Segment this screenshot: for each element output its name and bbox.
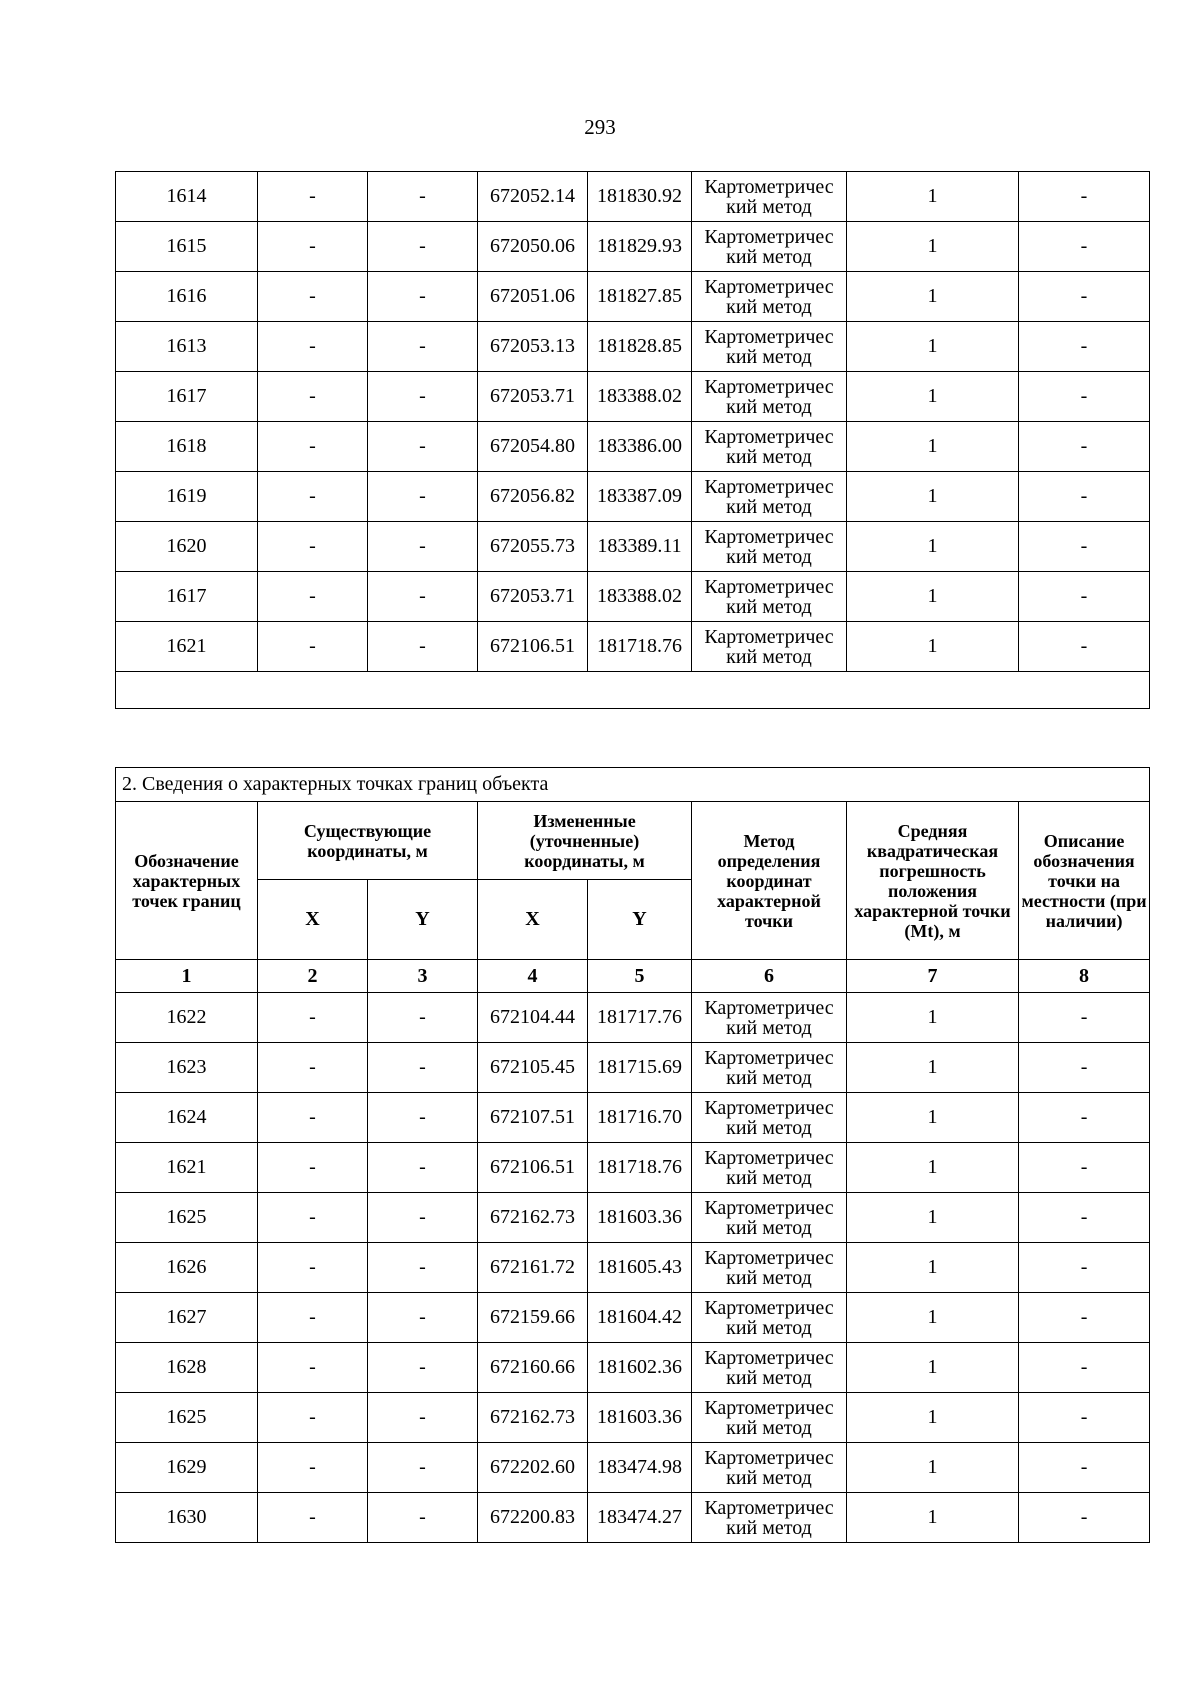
cell-existing-y: -	[368, 572, 478, 622]
header-existing-y: Y	[368, 880, 478, 960]
cell-x: 672107.51	[478, 1093, 588, 1143]
table-row	[116, 1093, 1150, 1143]
cell-point: 1628	[116, 1343, 258, 1393]
cell-existing-y: -	[368, 1193, 478, 1243]
cell-existing-y: -	[368, 622, 478, 672]
header-description: Описание обозначения точки на местности (при наличии)	[1019, 802, 1150, 960]
cell-description: -	[1019, 422, 1150, 472]
column-number: 4	[478, 960, 588, 993]
column-number: 3	[368, 960, 478, 993]
cell-method: Картометричес кий метод	[692, 222, 847, 272]
cell-point: 1615	[116, 222, 258, 272]
cell-y: 183388.02	[588, 372, 692, 422]
cell-description: -	[1019, 1143, 1150, 1193]
cell-method: Картометричес кий метод	[692, 372, 847, 422]
cell-description: -	[1019, 572, 1150, 622]
cell-point: 1627	[116, 1293, 258, 1343]
cell-y: 181715.69	[588, 1043, 692, 1093]
cell-description: -	[1019, 372, 1150, 422]
table2-body	[116, 993, 1150, 1543]
cell-method: Картометричес кий метод	[692, 1293, 847, 1343]
cell-description: -	[1019, 1343, 1150, 1393]
cell-existing-x: -	[258, 1243, 368, 1293]
cell-x: 672104.44	[478, 993, 588, 1043]
cell-description: -	[1019, 222, 1150, 272]
cell-y: 181605.43	[588, 1243, 692, 1293]
table-row	[116, 222, 1150, 272]
cell-point: 1617	[116, 572, 258, 622]
table-row	[116, 522, 1150, 572]
cell-mean-error: 1	[847, 1393, 1019, 1443]
cell-x: 672056.82	[478, 472, 588, 522]
cell-x: 672160.66	[478, 1343, 588, 1393]
cell-point: 1625	[116, 1193, 258, 1243]
cell-point: 1620	[116, 522, 258, 572]
header-designation: Обозначение характерных точек границ	[116, 802, 258, 960]
cell-mean-error: 1	[847, 522, 1019, 572]
cell-x: 672053.71	[478, 572, 588, 622]
cell-method: Картометричес кий метод	[692, 1043, 847, 1093]
cell-description: -	[1019, 322, 1150, 372]
cell-mean-error: 1	[847, 172, 1019, 222]
cell-y: 181604.42	[588, 1293, 692, 1343]
coordinates-table-continued	[115, 171, 1150, 709]
cell-method: Картометричес кий метод	[692, 322, 847, 372]
cell-x: 672055.73	[478, 522, 588, 572]
cell-mean-error: 1	[847, 1343, 1019, 1393]
cell-method: Картометричес кий метод	[692, 422, 847, 472]
cell-existing-y: -	[368, 993, 478, 1043]
cell-method: Картометричес кий метод	[692, 272, 847, 322]
cell-existing-y: -	[368, 272, 478, 322]
cell-y: 183387.09	[588, 472, 692, 522]
cell-y: 181718.76	[588, 1143, 692, 1193]
column-number: 7	[847, 960, 1019, 993]
column-number: 5	[588, 960, 692, 993]
cell-description: -	[1019, 522, 1150, 572]
cell-description: -	[1019, 1443, 1150, 1493]
cell-existing-y: -	[368, 222, 478, 272]
table1-body	[116, 172, 1150, 709]
cell-existing-x: -	[258, 1343, 368, 1393]
cell-description: -	[1019, 993, 1150, 1043]
cell-point: 1625	[116, 1393, 258, 1443]
cell-existing-x: -	[258, 572, 368, 622]
header-mean-error: Средняя квадратическая погрешность положения характерной точки (Mt), м	[847, 802, 1019, 960]
column-number: 2	[258, 960, 368, 993]
table-row	[116, 1293, 1150, 1343]
cell-description: -	[1019, 472, 1150, 522]
boundary-points-table	[115, 767, 1150, 1543]
section-caption: 2. Сведения о характерных точках границ объекта	[116, 768, 1150, 802]
cell-x: 672162.73	[478, 1393, 588, 1443]
table-row	[116, 1393, 1150, 1443]
cell-description: -	[1019, 1043, 1150, 1093]
cell-method: Картометричес кий метод	[692, 1143, 847, 1193]
cell-y: 183389.11	[588, 522, 692, 572]
cell-description: -	[1019, 1193, 1150, 1243]
cell-y: 181829.93	[588, 222, 692, 272]
cell-existing-y: -	[368, 1243, 478, 1293]
cell-mean-error: 1	[847, 1443, 1019, 1493]
cell-y: 181717.76	[588, 993, 692, 1043]
cell-point: 1618	[116, 422, 258, 472]
table-row	[116, 572, 1150, 622]
table-row	[116, 422, 1150, 472]
cell-method: Картометричес кий метод	[692, 1343, 847, 1393]
cell-existing-y: -	[368, 1293, 478, 1343]
cell-y: 181603.36	[588, 1193, 692, 1243]
cell-existing-x: -	[258, 1193, 368, 1243]
cell-existing-y: -	[368, 1143, 478, 1193]
cell-y: 181718.76	[588, 622, 692, 672]
cell-existing-x: -	[258, 172, 368, 222]
table-row	[116, 1343, 1150, 1393]
cell-y: 181830.92	[588, 172, 692, 222]
cell-description: -	[1019, 272, 1150, 322]
cell-existing-x: -	[258, 522, 368, 572]
cell-existing-x: -	[258, 372, 368, 422]
cell-x: 672202.60	[478, 1443, 588, 1493]
cell-method: Картометричес кий метод	[692, 1393, 847, 1443]
cell-mean-error: 1	[847, 1143, 1019, 1193]
cell-y: 183386.00	[588, 422, 692, 472]
table-row	[116, 272, 1150, 322]
cell-point: 1621	[116, 622, 258, 672]
cell-x: 672106.51	[478, 622, 588, 672]
cell-point: 1619	[116, 472, 258, 522]
cell-description: -	[1019, 622, 1150, 672]
cell-y: 183388.02	[588, 572, 692, 622]
cell-description: -	[1019, 172, 1150, 222]
header-changed-coordinates: Измененные (уточненные) координаты, м	[478, 802, 692, 880]
header-existing-coordinates: Существующие координаты, м	[258, 802, 478, 880]
cell-mean-error: 1	[847, 322, 1019, 372]
cell-point: 1626	[116, 1243, 258, 1293]
cell-x: 672053.71	[478, 372, 588, 422]
cell-existing-x: -	[258, 1143, 368, 1193]
cell-x: 672161.72	[478, 1243, 588, 1293]
cell-mean-error: 1	[847, 472, 1019, 522]
cell-mean-error: 1	[847, 372, 1019, 422]
cell-mean-error: 1	[847, 1493, 1019, 1543]
cell-existing-y: -	[368, 1343, 478, 1393]
cell-existing-y: -	[368, 1393, 478, 1443]
cell-existing-y: -	[368, 522, 478, 572]
cell-description: -	[1019, 1393, 1150, 1443]
cell-existing-x: -	[258, 1093, 368, 1143]
cell-existing-x: -	[258, 622, 368, 672]
table-row	[116, 1443, 1150, 1493]
cell-description: -	[1019, 1243, 1150, 1293]
header-method: Метод определения координат характерной точки	[692, 802, 847, 960]
cell-mean-error: 1	[847, 422, 1019, 472]
cell-method: Картометричес кий метод	[692, 522, 847, 572]
cell-mean-error: 1	[847, 993, 1019, 1043]
empty-cell	[116, 672, 1150, 709]
cell-description: -	[1019, 1493, 1150, 1543]
cell-description: -	[1019, 1093, 1150, 1143]
cell-y: 181603.36	[588, 1393, 692, 1443]
table-row	[116, 622, 1150, 672]
cell-existing-y: -	[368, 1043, 478, 1093]
table-row	[116, 1193, 1150, 1243]
cell-x: 672051.06	[478, 272, 588, 322]
cell-y: 181602.36	[588, 1343, 692, 1393]
cell-existing-x: -	[258, 1443, 368, 1493]
cell-method: Картометричес кий метод	[692, 572, 847, 622]
cell-point: 1629	[116, 1443, 258, 1493]
header-changed-x: X	[478, 880, 588, 960]
cell-y: 181827.85	[588, 272, 692, 322]
cell-mean-error: 1	[847, 572, 1019, 622]
column-number: 6	[692, 960, 847, 993]
cell-existing-y: -	[368, 1443, 478, 1493]
cell-existing-y: -	[368, 472, 478, 522]
cell-method: Картометричес кий метод	[692, 172, 847, 222]
cell-existing-x: -	[258, 1493, 368, 1543]
cell-y: 183474.98	[588, 1443, 692, 1493]
cell-description: -	[1019, 1293, 1150, 1343]
cell-existing-x: -	[258, 1293, 368, 1343]
cell-point: 1624	[116, 1093, 258, 1143]
cell-mean-error: 1	[847, 272, 1019, 322]
cell-y: 183474.27	[588, 1493, 692, 1543]
column-number-row	[116, 960, 1150, 993]
cell-x: 672200.83	[478, 1493, 588, 1543]
cell-mean-error: 1	[847, 1243, 1019, 1293]
cell-existing-x: -	[258, 322, 368, 372]
header-existing-x: X	[258, 880, 368, 960]
table-row	[116, 322, 1150, 372]
cell-existing-y: -	[368, 172, 478, 222]
cell-x: 672106.51	[478, 1143, 588, 1193]
cell-point: 1613	[116, 322, 258, 372]
cell-existing-x: -	[258, 472, 368, 522]
cell-existing-x: -	[258, 1043, 368, 1093]
cell-existing-y: -	[368, 1493, 478, 1543]
cell-point: 1617	[116, 372, 258, 422]
cell-method: Картометричес кий метод	[692, 1243, 847, 1293]
cell-method: Картометричес кий метод	[692, 1493, 847, 1543]
header-changed-y: Y	[588, 880, 692, 960]
table-row	[116, 472, 1150, 522]
cell-mean-error: 1	[847, 622, 1019, 672]
cell-existing-x: -	[258, 993, 368, 1043]
cell-point: 1614	[116, 172, 258, 222]
cell-x: 672052.14	[478, 172, 588, 222]
table-row	[116, 993, 1150, 1043]
cell-x: 672159.66	[478, 1293, 588, 1343]
empty-row	[116, 672, 1150, 709]
cell-method: Картометричес кий метод	[692, 1193, 847, 1243]
cell-method: Картометричес кий метод	[692, 993, 847, 1043]
table-row	[116, 372, 1150, 422]
cell-existing-y: -	[368, 422, 478, 472]
cell-x: 672054.80	[478, 422, 588, 472]
cell-method: Картометричес кий метод	[692, 472, 847, 522]
table-row	[116, 1043, 1150, 1093]
cell-existing-x: -	[258, 272, 368, 322]
table-row	[116, 1493, 1150, 1543]
cell-y: 181716.70	[588, 1093, 692, 1143]
cell-existing-y: -	[368, 372, 478, 422]
cell-x: 672050.06	[478, 222, 588, 272]
cell-point: 1622	[116, 993, 258, 1043]
cell-existing-y: -	[368, 1093, 478, 1143]
page-number: 293	[584, 115, 616, 139]
cell-point: 1621	[116, 1143, 258, 1193]
cell-mean-error: 1	[847, 1193, 1019, 1243]
cell-method: Картометричес кий метод	[692, 1443, 847, 1493]
cell-mean-error: 1	[847, 1043, 1019, 1093]
cell-x: 672162.73	[478, 1193, 588, 1243]
cell-existing-y: -	[368, 322, 478, 372]
table-row	[116, 172, 1150, 222]
cell-mean-error: 1	[847, 1293, 1019, 1343]
cell-method: Картометричес кий метод	[692, 1093, 847, 1143]
cell-y: 181828.85	[588, 322, 692, 372]
table-row	[116, 1243, 1150, 1293]
cell-existing-x: -	[258, 222, 368, 272]
cell-existing-x: -	[258, 1393, 368, 1443]
cell-existing-x: -	[258, 422, 368, 472]
cell-point: 1623	[116, 1043, 258, 1093]
cell-point: 1630	[116, 1493, 258, 1543]
column-number: 8	[1019, 960, 1150, 993]
cell-mean-error: 1	[847, 222, 1019, 272]
cell-x: 672105.45	[478, 1043, 588, 1093]
cell-method: Картометричес кий метод	[692, 622, 847, 672]
table-row	[116, 1143, 1150, 1193]
cell-x: 672053.13	[478, 322, 588, 372]
cell-point: 1616	[116, 272, 258, 322]
cell-mean-error: 1	[847, 1093, 1019, 1143]
column-number: 1	[116, 960, 258, 993]
